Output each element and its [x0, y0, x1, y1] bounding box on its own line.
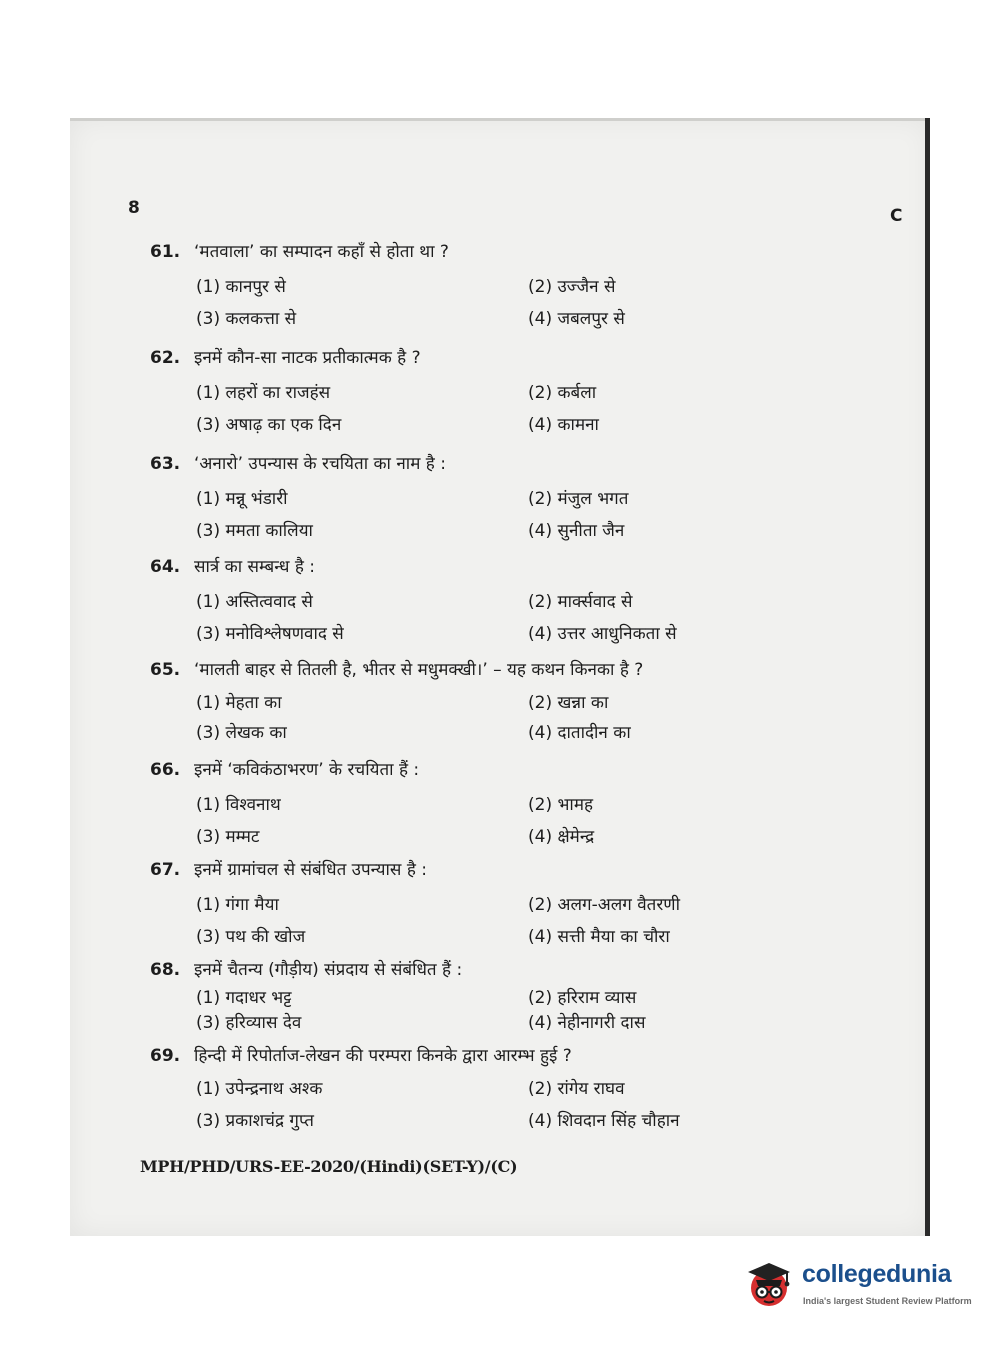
- option-3: (3) पथ की खोज: [196, 927, 306, 947]
- graduate-mascot-icon: [742, 1258, 796, 1312]
- question-text: इनमें ‘कविकंठाभरण’ के रचयिता हैं :: [194, 760, 420, 780]
- set-code: C: [890, 206, 903, 226]
- option-2: (2) हरिराम व्यास: [528, 988, 637, 1008]
- question-65: [150, 658, 850, 743]
- option-4: (4) दातादीन का: [528, 723, 631, 743]
- question-number: 65.: [150, 660, 181, 680]
- question-number: 62.: [150, 348, 181, 368]
- option-1: (1) उपेन्द्रनाथ अश्क: [196, 1079, 323, 1099]
- question-66: [150, 758, 850, 847]
- paper-code-footer: MPH/PHD/URS-EE-2020/(Hindi)(SET-Y)/(C): [140, 1157, 518, 1176]
- option-2: (2) रांगेय राघव: [528, 1079, 625, 1099]
- sheet-right-edge: [925, 118, 930, 1236]
- option-1: (1) गंगा मैया: [196, 895, 279, 915]
- option-4: (4) उत्तर आधुनिकता से: [528, 624, 677, 644]
- option-4: (4) शिवदान सिंह चौहान: [528, 1111, 680, 1131]
- option-2: (2) भामह: [528, 795, 594, 815]
- question-text: हिन्दी में रिपोर्ताज-लेखन की परम्परा किनके द्वारा आरम्भ हुई ?: [194, 1046, 572, 1066]
- question-67: [150, 858, 850, 947]
- option-2: (2) खन्ना का: [528, 693, 609, 713]
- question-number: 63.: [150, 454, 181, 474]
- question-63: [150, 452, 850, 541]
- option-2: (2) मार्क्सवाद से: [528, 592, 633, 612]
- option-1: (1) गदाधर भट्ट: [196, 988, 292, 1008]
- question-number: 67.: [150, 860, 181, 880]
- option-1: (1) मन्नू भंडारी: [196, 489, 288, 509]
- option-1: (1) विश्वनाथ: [196, 795, 281, 815]
- option-3: (3) कलकत्ता से: [196, 309, 297, 329]
- option-2: (2) मंजुल भगत: [528, 489, 629, 509]
- option-1: (1) अस्तित्ववाद से: [196, 592, 313, 612]
- question-text: ‘अनारो’ उपन्यास के रचयिता का नाम है :: [194, 454, 446, 474]
- option-3: (3) प्रकाशचंद्र गुप्त: [196, 1111, 314, 1131]
- question-69: [150, 1044, 850, 1131]
- option-3: (3) हरिव्यास देव: [196, 1013, 302, 1033]
- option-1: (1) कानपुर से: [196, 277, 286, 297]
- option-3: (3) मनोविश्लेषणवाद से: [196, 624, 344, 644]
- option-2: (2) उज्जैन से: [528, 277, 616, 297]
- question-62: [150, 346, 850, 435]
- option-1: (1) मेहता का: [196, 693, 282, 713]
- question-number: 66.: [150, 760, 181, 780]
- sheet-top-edge: [70, 118, 930, 121]
- question-64: [150, 555, 850, 644]
- option-2: (2) अलग-अलग वैतरणी: [528, 895, 680, 915]
- question-number: 61.: [150, 242, 181, 262]
- question-number: 68.: [150, 960, 181, 980]
- option-2: (2) कर्बला: [528, 383, 597, 403]
- option-4: (4) नेहीनागरी दास: [528, 1013, 646, 1033]
- question-text: सार्त्र का सम्बन्ध है :: [194, 557, 315, 577]
- question-text: इनमें कौन-सा नाटक प्रतीकात्मक है ?: [194, 348, 421, 368]
- question-text: ‘मतवाला’ का सम्पादन कहाँ से होता था ?: [194, 242, 449, 262]
- brand-tagline: India's largest Student Review Platform: [803, 1296, 972, 1306]
- option-1: (1) लहरों का राजहंस: [196, 383, 331, 403]
- collegedunia-watermark: [742, 1254, 972, 1314]
- question-68: [150, 958, 850, 1033]
- option-4: (4) सुनीता जैन: [528, 521, 625, 541]
- question-text: इनमें ग्रामांचल से संबंधित उपन्यास है :: [194, 860, 427, 880]
- option-3: (3) अषाढ़ का एक दिन: [196, 415, 342, 435]
- option-4: (4) कामना: [528, 415, 599, 435]
- question-text: ‘मालती बाहर से तितली है, भीतर से मधुमक्खी।’ – यह कथन किनका है ?: [194, 660, 644, 680]
- question-61: [150, 240, 850, 329]
- question-text: इनमें चैतन्य (गौड़ीय) संप्रदाय से संबंधित हैं :: [194, 960, 463, 980]
- option-3: (3) ममता कालिया: [196, 521, 313, 541]
- question-number: 69.: [150, 1046, 181, 1066]
- question-number: 64.: [150, 557, 181, 577]
- page-number: 8: [128, 198, 140, 218]
- option-4: (4) जबलपुर से: [528, 309, 625, 329]
- option-3: (3) मम्मट: [196, 827, 260, 847]
- option-4: (4) क्षेमेन्द्र: [528, 827, 595, 847]
- option-4: (4) सत्ती मैया का चौरा: [528, 927, 670, 947]
- option-3: (3) लेखक का: [196, 723, 287, 743]
- brand-name: collegedunia: [802, 1260, 952, 1288]
